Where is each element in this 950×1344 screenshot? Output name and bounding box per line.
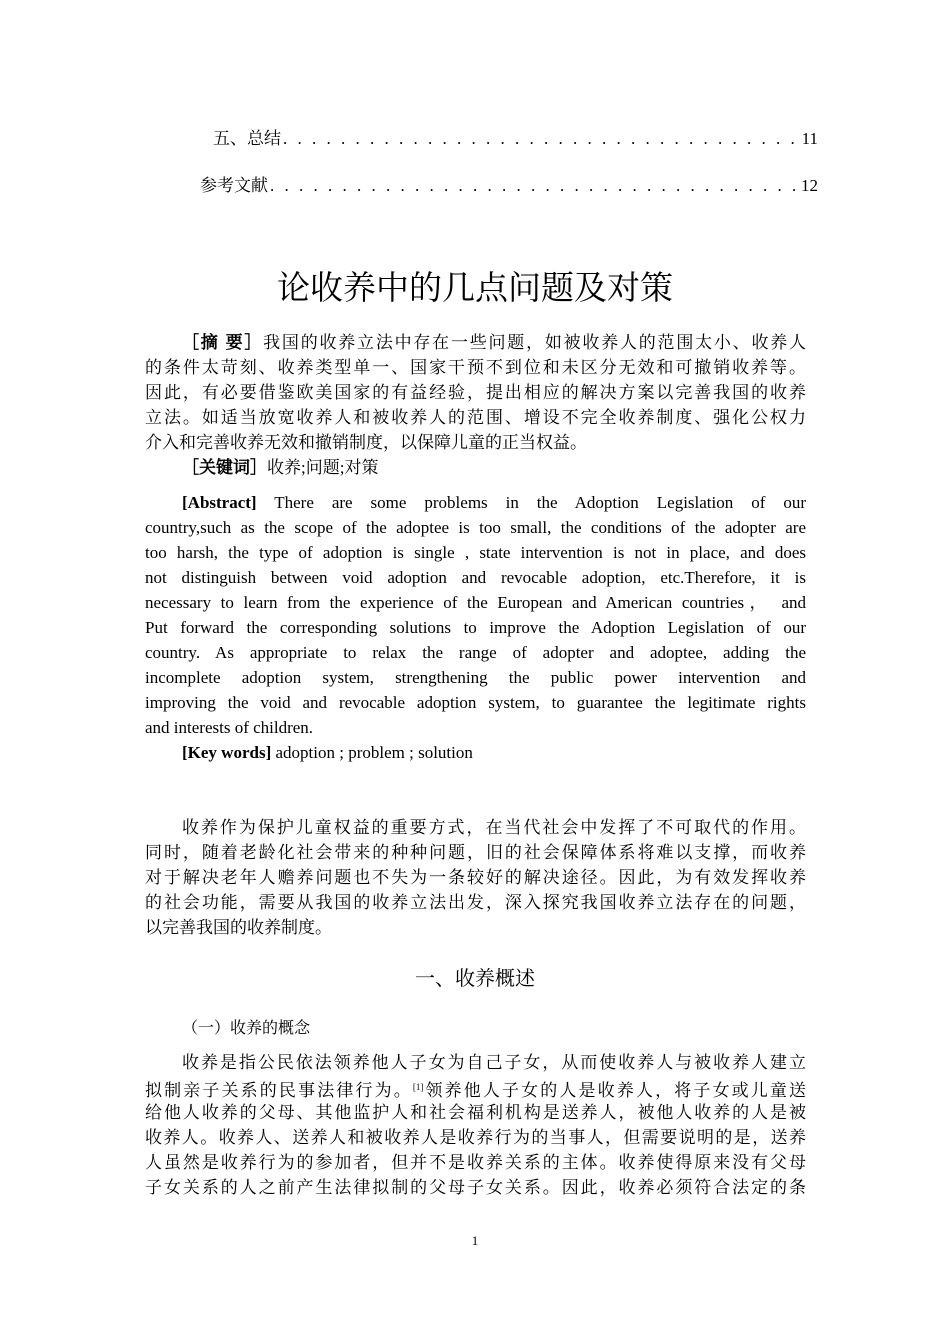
text: 领养他人子女的人是收养人，将子女或儿童送 bbox=[423, 1081, 807, 1100]
abstract-cn-line: 介入和完善收养无效和撤销制度，以保障儿童的正当权益。 bbox=[145, 433, 587, 452]
abstract-en-line: not distinguish between void adoption and revocable adoption, etc.Therefore, it is bbox=[145, 568, 806, 587]
abstract-cn-label: ［摘 要］ bbox=[182, 333, 264, 352]
intro-line: 以完善我国的收养制度。 bbox=[145, 918, 332, 937]
intro-line: 收养作为保护儿童权益的重要方式，在当代社会中发挥了不可取代的作用。 bbox=[182, 818, 806, 837]
abstract-en-line: too harsh, the type of adoption is single , state intervention is not in place, and does bbox=[145, 543, 806, 562]
text: 拟制亲子关系的民事法律行为。 bbox=[145, 1081, 413, 1100]
keywords-en-label: [Key words] bbox=[182, 743, 272, 762]
toc-page: 11 bbox=[801, 129, 818, 148]
intro-paragraph bbox=[145, 815, 806, 940]
body-line: 收养人。收养人、送养人和被收养人是收养行为的当事人，但需要说明的是，送养 bbox=[145, 1128, 806, 1147]
abstract-en-line bbox=[145, 490, 806, 515]
page-number: 1 bbox=[471, 1233, 479, 1248]
toc-leader bbox=[270, 176, 799, 196]
toc-page: 12 bbox=[801, 176, 818, 195]
abstract-en-line: country,such as the scope of the adoptee is too small, the conditions of the adopter are bbox=[145, 518, 806, 537]
body-line: 人虽然是收养行为的参加者，但并不是收养关系的主体。收养使得原来没有父母 bbox=[145, 1153, 806, 1172]
keywords-cn-label: ［关键词］ bbox=[182, 458, 267, 477]
abstract-en bbox=[145, 490, 806, 765]
abstract-en-label: [Abstract] bbox=[182, 493, 257, 512]
body-line: 子女关系的人之前产生法律拟制的父母子女关系。因此，收养必须符合法定的条 bbox=[145, 1178, 806, 1197]
text: There are some problems in the Adoption Legislation of our bbox=[256, 493, 806, 512]
footnote-ref[interactable]: [1] bbox=[412, 1082, 424, 1092]
intro-line: 同时，随着老龄化社会带来的种种问题，旧的社会保障体系将难以支撑，而收养 bbox=[145, 843, 806, 862]
toc-label: 参考文献 bbox=[200, 176, 268, 195]
abstract-en-line: and interests of children. bbox=[145, 718, 314, 737]
toc-leader bbox=[283, 129, 800, 149]
body-line: 收养是指公民依法领养他人子女为自己子女，从而使收养人与被收养人建立 bbox=[182, 1053, 806, 1072]
abstract-en-line: improving the void and revocable adoption system, to guarantee the legitimate rights bbox=[145, 693, 806, 712]
abstract-cn bbox=[145, 330, 806, 480]
intro-line: 对于解决老年人赡养问题也不失为一条较好的解决途径。因此，为有效发挥收养 bbox=[145, 868, 806, 887]
body-line bbox=[145, 1075, 806, 1100]
page-title: 论收养中的几点问题及对策 bbox=[277, 268, 673, 307]
subsection-heading: （一）收养的概念 bbox=[182, 1018, 311, 1037]
toc-entry-summary[interactable] bbox=[213, 124, 818, 149]
abstract-en-line: necessary to learn from the experience of the European and American countries， and bbox=[145, 593, 806, 612]
toc-label: 五、总结 bbox=[213, 129, 281, 148]
keywords-cn-text: 收养;问题;对策 bbox=[267, 458, 379, 477]
abstract-en-line: Put forward the corresponding solutions to improve the Adoption Legislation of our bbox=[145, 618, 806, 637]
abstract-en-line: country. As appropriate to relax the range of adopter and adoptee, adding the bbox=[145, 643, 806, 662]
abstract-cn-line bbox=[145, 330, 806, 355]
body-paragraph bbox=[145, 1050, 806, 1200]
abstract-cn-line: 因此，有必要借鉴欧美国家的有益经验，提出相应的解决方案以完善我国的收养 bbox=[145, 383, 806, 402]
toc-entry-references[interactable] bbox=[200, 171, 818, 196]
keywords-en-text: adoption ; problem ; solution bbox=[271, 743, 473, 762]
keywords-en bbox=[145, 740, 806, 765]
keywords-cn bbox=[145, 455, 806, 480]
body-line: 给他人收养的父母、其他监护人和社会福利机构是送养人，被他人收养的人是被 bbox=[145, 1103, 806, 1122]
intro-line: 的社会功能，需要从我国的收养立法出发，深入探究我国收养立法存在的问题， bbox=[145, 893, 806, 912]
section-heading: 一、收养概述 bbox=[415, 966, 535, 990]
abstract-en-line: incomplete adoption system, strengthening the public power intervention and bbox=[145, 668, 806, 687]
abstract-cn-line: 立法。如适当放宽收养人和被收养人的范围、增设不完全收养制度、强化公权力 bbox=[145, 408, 806, 427]
text: 我国的收养立法中存在一些问题，如被收养人的范围太小、收养人 bbox=[263, 333, 807, 352]
abstract-cn-line: 的条件太苛刻、收养类型单一、国家干预不到位和未区分无效和可撤销收养等。 bbox=[145, 358, 806, 377]
